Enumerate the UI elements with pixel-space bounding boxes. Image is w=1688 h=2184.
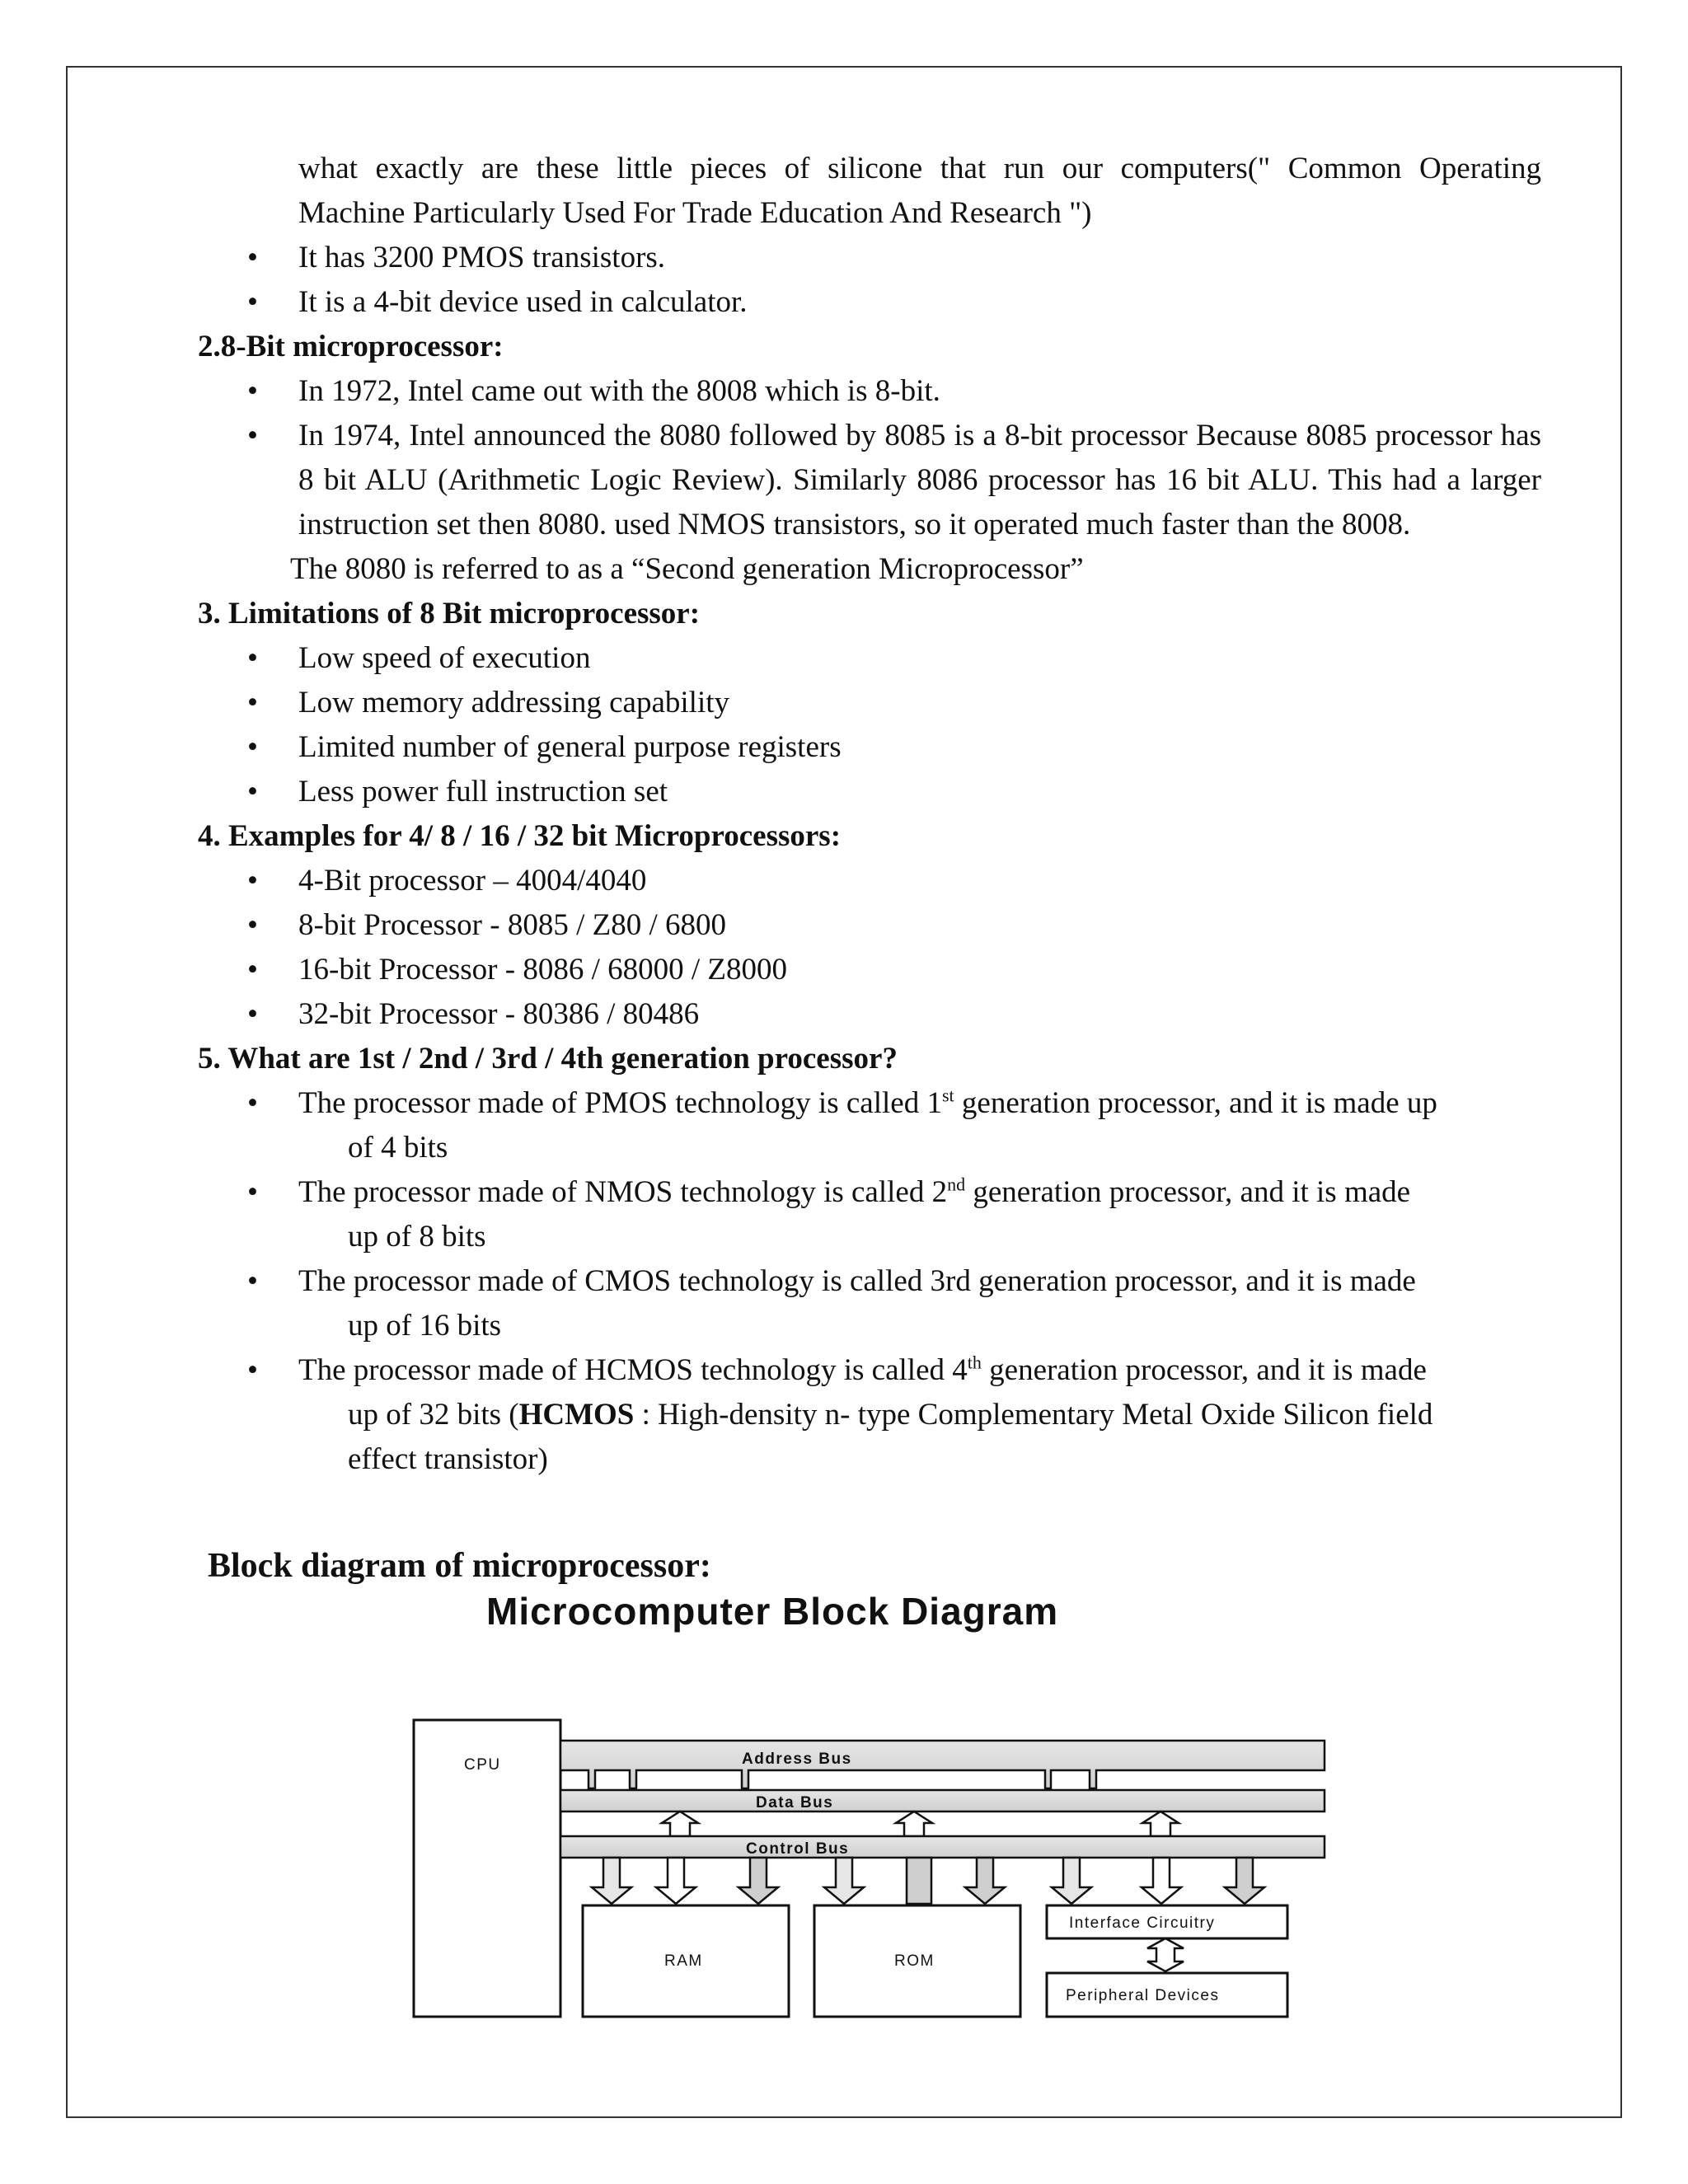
block-diagram-heading: Block diagram of microprocessor: — [208, 1547, 711, 1585]
gen3-text: The processor made of CMOS technology is called 3rd generation processor, and it is made — [298, 1264, 1416, 1298]
list-item: • Limited number of general purpose registers — [198, 725, 1541, 770]
down-arrow-4 — [824, 1858, 864, 1904]
data-bus-label: Data Bus — [756, 1794, 834, 1811]
list-item: • It is a 4-bit device used in calculator. — [198, 280, 1541, 325]
gen4-cont-pre: up of 32 bits ( — [348, 1398, 519, 1432]
interface-label: Interface Circuitry — [1069, 1915, 1216, 1932]
down-arrow-7 — [1052, 1858, 1091, 1904]
intro-line-1: what exactly are these little pieces of silicone that run our computers(" Common Operating — [298, 152, 1541, 185]
down-arrow-2 — [656, 1858, 696, 1904]
address-bus-label: Address Bus — [742, 1750, 852, 1768]
section-heading-4: 4. Examples for 4/ 8 / 16 / 32 bit Microprocessors: — [198, 819, 842, 853]
gen2-text-post: generation processor, and it is made — [965, 1175, 1411, 1209]
section-heading-5: 5. What are 1st / 2nd / 3rd / 4th generation processor? — [198, 1042, 898, 1076]
down-arrow-6 — [965, 1858, 1005, 1904]
list-item: • In 1972, Intel came out with the 8008 which is 8-bit. — [198, 369, 1541, 414]
gen1-sup: st — [941, 1085, 954, 1106]
control-bus — [560, 1836, 1325, 1858]
rom-label: ROM — [894, 1952, 935, 1970]
down-arrow-8 — [1142, 1858, 1181, 1904]
gen4-sup: th — [967, 1352, 982, 1373]
gen1-text: The processor made of PMOS technology is called 1 — [298, 1086, 942, 1120]
section-heading-2: 2.8-Bit microprocessor: — [198, 330, 504, 363]
peripheral-label: Peripheral Devices — [1066, 1987, 1220, 2004]
up-arrow-1 — [662, 1811, 698, 1836]
list-item: • 4-Bit processor – 4004/4040 — [198, 859, 1541, 903]
list-item: • Low speed of execution — [198, 636, 1541, 681]
up-arrow-3 — [1142, 1811, 1179, 1836]
gen4-text: The processor made of HCMOS technology is called 4 — [298, 1353, 968, 1387]
gen2-sup: nd — [947, 1174, 966, 1195]
list-item: • 32-bit Processor - 80386 / 80486 — [198, 992, 1541, 1037]
gen3-cont: up of 16 bits — [348, 1309, 502, 1343]
section-heading-3: 3. Limitations of 8 Bit microprocessor: — [198, 597, 701, 630]
down-arrow-5 — [907, 1858, 931, 1904]
section2-note: The 8080 is referred to as a “Second generation Microprocessor” — [290, 552, 1084, 586]
down-arrow-3 — [738, 1858, 778, 1904]
gen1-text-post: generation processor, and it is made up — [954, 1086, 1437, 1120]
gen2-text: The processor made of NMOS technology is called 2 — [298, 1175, 948, 1209]
down-arrow-1 — [592, 1858, 631, 1904]
control-bus-label: Control Bus — [746, 1840, 850, 1858]
gen2-cont: up of 8 bits — [348, 1220, 486, 1254]
cpu-label: CPU — [464, 1756, 501, 1774]
list-item: • 8-bit Processor - 8085 / Z80 / 6800 — [198, 903, 1541, 948]
double-arrow — [1147, 1938, 1184, 1971]
down-arrow-9 — [1225, 1858, 1264, 1904]
list-item: • In 1974, Intel announced the 8080 followed by 8085 is a 8-bit processor Because 8085 processor has 8 bit ALU (Arithmetic Logic Review). Similarly 8086 processor has 16 bit ALU. This had a larger instruction set then 8080. used NMOS transistors, so it operated much faster than the 8008. — [198, 414, 1541, 547]
gen4-cont-post: : High-density n- type Complementary Metal Oxide Silicon field — [634, 1398, 1433, 1432]
list-item: • 16-bit Processor - 8086 / 68000 / Z8000 — [198, 948, 1541, 992]
gen4-bold: HCMOS — [518, 1398, 635, 1432]
intro-line-2: Machine Particularly Used For Trade Education And Research ") — [298, 196, 1092, 230]
ram-label: RAM — [664, 1952, 703, 1970]
gen4-text-post: generation processor, and it is made — [981, 1353, 1427, 1387]
gen1-cont: of 4 bits — [348, 1131, 448, 1165]
up-arrow-2 — [896, 1811, 932, 1836]
data-bus — [560, 1790, 1325, 1811]
address-bus — [560, 1741, 1325, 1788]
list-item: • Less power full instruction set — [198, 770, 1541, 814]
gen4-cont2: effect transistor) — [348, 1442, 548, 1476]
diagram-title: Microcomputer Block Diagram — [486, 1590, 1059, 1633]
list-item: • It has 3200 PMOS transistors. — [198, 236, 1541, 280]
list-item: • Low memory addressing capability — [198, 681, 1541, 725]
